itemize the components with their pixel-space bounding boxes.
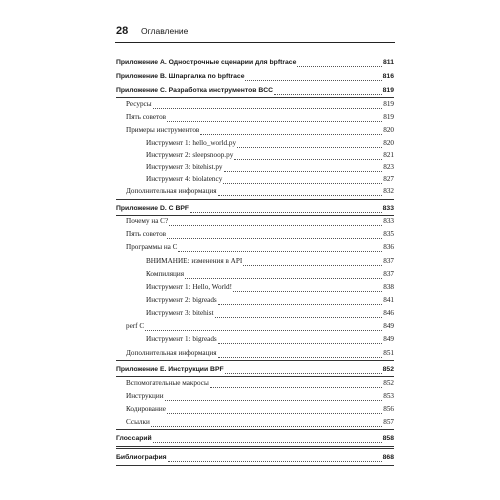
dot-leader (237, 140, 382, 148)
toc-entry[interactable] (146, 269, 394, 280)
toc-entry-glossary[interactable] (116, 433, 394, 444)
dot-leader (215, 310, 383, 318)
section-rule (116, 360, 394, 361)
toc-entry-label: Приложение C. Разработка инструментов BCC (116, 87, 274, 94)
dot-leader (218, 350, 383, 358)
running-title: Оглавление (141, 26, 189, 36)
dot-leader (297, 59, 382, 67)
toc-entry-page: 837 (383, 270, 394, 278)
section-rule (116, 446, 394, 447)
toc-entry[interactable] (146, 282, 394, 293)
dot-leader (153, 435, 382, 443)
toc-entry[interactable] (146, 174, 394, 185)
toc-entry-label: Инструмент 4: biolatency (146, 175, 223, 183)
section-rule (116, 376, 394, 377)
toc-entry-page: 849 (383, 322, 394, 330)
toc-entry-page: 852 (383, 379, 394, 387)
toc-entry-label: Приложение А. Однострочные сценарии для bpftrace (116, 59, 297, 66)
toc-entry[interactable] (126, 378, 394, 389)
toc-entry-page: 841 (383, 296, 394, 304)
toc-entry-label: Приложение E. Инструкции BPF (116, 366, 224, 373)
toc-entry-label: Вспомогательные макросы (126, 379, 209, 387)
section-rule (116, 448, 394, 449)
toc-entry-label: Компиляция (146, 270, 185, 278)
toc-entry-page: 853 (383, 392, 394, 400)
toc-entry-page: 811 (383, 59, 394, 66)
toc-entry[interactable] (146, 308, 394, 319)
toc-entry-appendix-c[interactable] (116, 85, 394, 96)
toc-entry[interactable] (126, 112, 394, 123)
toc-entry-page: 819 (383, 113, 394, 121)
toc-entry-label: ВНИМАНИЕ: изменения в API (146, 257, 243, 265)
toc-entry-label: Инструмент 1: Hello, World! (146, 283, 232, 291)
toc-entry[interactable] (146, 138, 394, 149)
toc-entry-label: Кодирование (126, 405, 166, 413)
toc-entry-page: 849 (383, 335, 394, 343)
toc-entry-page: 857 (383, 418, 394, 426)
dot-leader (224, 164, 383, 172)
toc-entry-page: 851 (383, 349, 394, 357)
dot-leader (233, 284, 382, 292)
dot-leader (145, 323, 382, 331)
running-header (115, 22, 395, 43)
toc-entry-label: Инструмент 2: bigreads (146, 296, 217, 304)
toc-entry[interactable] (126, 216, 394, 227)
toc-entry-page: 819 (383, 100, 394, 108)
section-rule (116, 465, 394, 466)
toc-entry-appendix-e[interactable] (116, 364, 394, 375)
dot-leader (185, 271, 382, 279)
toc-entry-label: Приложение D. C BPF (116, 205, 190, 212)
toc-entry-page: 856 (383, 405, 394, 413)
toc-entry-label: Почему на C? (126, 217, 169, 225)
dot-leader (274, 87, 382, 95)
toc-entry-label: Дополнительная информация (126, 187, 217, 195)
toc-entry-label: Библиография (116, 454, 167, 461)
toc-entry-page: 868 (382, 454, 394, 461)
section-rule (116, 429, 394, 430)
toc-entry[interactable] (126, 348, 394, 359)
dot-leader (218, 336, 383, 344)
dot-leader (190, 205, 382, 213)
dot-leader (153, 101, 383, 109)
toc-entry-page: 816 (382, 73, 394, 80)
dot-leader (168, 454, 382, 462)
toc-entry-label: Глоссарий (116, 435, 152, 442)
page-number: 28 (116, 25, 129, 37)
toc-entry[interactable] (126, 321, 394, 332)
toc-entry-label: Пять советов (126, 113, 167, 121)
toc-entry-page: 819 (382, 87, 394, 94)
dot-leader (178, 244, 382, 252)
dot-leader (169, 218, 382, 226)
section-rule (116, 215, 394, 216)
toc-entry-label: Приложение B. Шпаргалка по bpftrace (116, 73, 245, 80)
toc-entry-page: 827 (383, 175, 394, 183)
toc-entry-page: 823 (383, 163, 394, 171)
toc-entry-page: 821 (383, 151, 394, 159)
toc-entry-page: 846 (383, 309, 394, 317)
toc-entry-label: Примеры инструментов (126, 126, 200, 134)
toc-entry-page: 837 (383, 257, 394, 265)
toc-entry-label: Ссылки (126, 418, 150, 426)
dot-leader (200, 127, 382, 135)
dot-leader (223, 176, 382, 184)
toc-entry-page: 833 (383, 217, 394, 225)
dot-leader (167, 114, 382, 122)
dot-leader (218, 188, 383, 196)
toc-entry-page: 832 (383, 187, 394, 195)
section-rule (116, 97, 394, 98)
toc-entry-page: 833 (382, 205, 394, 212)
dot-leader (210, 380, 382, 388)
toc-entry-page: 852 (382, 366, 394, 373)
toc-entry[interactable] (146, 295, 394, 306)
toc-entry-page: 838 (383, 283, 394, 291)
dot-leader (245, 73, 381, 81)
dot-leader (234, 152, 382, 160)
toc-entry[interactable] (126, 125, 394, 136)
toc-entry-page: 820 (383, 126, 394, 134)
toc-entry[interactable] (126, 186, 394, 197)
toc-entry-page: 858 (382, 435, 394, 442)
toc-entry-appendix-a[interactable] (116, 57, 394, 68)
toc-entry[interactable] (146, 256, 394, 267)
dot-leader (151, 419, 382, 427)
toc-entry-bibliography[interactable] (116, 452, 394, 463)
toc-entry[interactable] (126, 417, 394, 428)
toc-entry-label: perf C (126, 322, 145, 330)
toc-entry[interactable] (126, 404, 394, 415)
dot-leader (218, 297, 383, 305)
toc-entry[interactable] (146, 162, 394, 173)
dot-leader (243, 258, 382, 266)
toc-entry[interactable] (146, 150, 394, 161)
dot-leader (167, 406, 382, 414)
toc-entry-label: Инструмент 1: bigreads (146, 335, 217, 343)
toc-entry-appendix-b[interactable] (116, 71, 394, 82)
dot-leader (225, 366, 382, 374)
toc-entry-appendix-d[interactable] (116, 203, 394, 214)
toc-entry-label: Инструмент 2: sleepsnoop.py (146, 151, 234, 159)
toc-entry-label: Инструмент 3: bitehist (146, 309, 214, 317)
toc-entry-label: Ресурсы (126, 100, 152, 108)
dot-leader (165, 393, 383, 401)
dot-leader (167, 231, 382, 239)
toc-entry[interactable] (146, 334, 394, 345)
toc-entry[interactable] (126, 99, 394, 110)
section-rule (116, 199, 394, 200)
toc-entry[interactable] (126, 391, 394, 402)
toc-entry-page: 836 (383, 243, 394, 251)
toc-entry-label: Инструмент 1: hello_world.py (146, 139, 237, 147)
toc-entry-label: Программы на C (126, 243, 178, 251)
toc-entry[interactable] (126, 242, 394, 253)
toc-entry[interactable] (126, 229, 394, 240)
toc-entry-label: Пять советов (126, 230, 167, 238)
toc-entry-page: 835 (383, 230, 394, 238)
toc-entry-page: 820 (383, 139, 394, 147)
toc-entry-label: Инструмент 3: bitehist.py (146, 163, 223, 171)
toc-entry-label: Дополнительная информация (126, 349, 217, 357)
toc-entry-label: Инструкции (126, 392, 164, 400)
